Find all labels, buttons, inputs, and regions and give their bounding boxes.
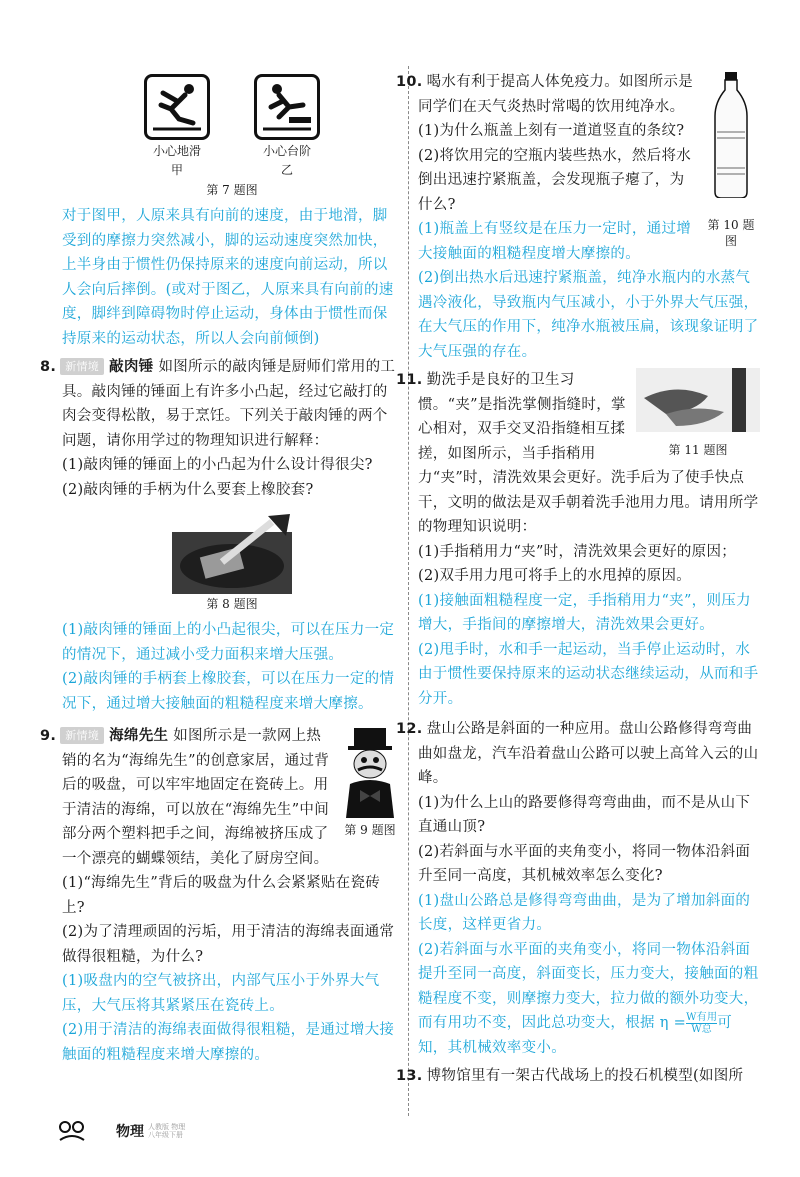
sign-a-sub: 甲 <box>170 163 183 177</box>
sign-b-label: 小心台阶 <box>262 144 311 158</box>
q10-stem: 喝水有利于提高人体免疫力。如图所示是同学们在天气炎热时常喝的饮用纯净水。 <box>418 74 693 115</box>
q8-stem: 如图所示的敲肉锤是厨师们常用的工具。敲肉锤的锤面上有许多小凸起，经过它敲打的肉会变得松散，易于烹饪。下列关于敲肉锤的两个问题，请你用学过的物理知识进行解释： <box>62 359 396 449</box>
q12-number: 12. <box>396 721 423 737</box>
q8-answer-1: (1)敲肉锤的锤面上的小凸起很尖，可以在压力一定的情况下，通过减小受力面积来增大压强。 <box>62 622 395 663</box>
footer-sub-line2: 八年级下册 <box>148 1131 183 1139</box>
q9-sub1: (1)“海绵先生”背后的吸盘为什么会紧紧贴在瓷砖上? <box>62 875 381 916</box>
q9-keyword: 海绵先生 <box>109 727 169 744</box>
sign-b-sub: 乙 <box>280 163 293 177</box>
frac-numerator: W有用 <box>686 1011 718 1023</box>
page-footer <box>58 1120 185 1142</box>
q8-sub1: (1)敲肉锤的锤面上的小凸起为什么设计得很尖? <box>62 457 373 473</box>
footer-sub <box>148 1123 185 1139</box>
footer-sub-line1: 人教版 物理 <box>148 1123 186 1131</box>
q13-stem: 博物馆里有一架古代战场上的投石机模型(如图所 <box>426 1068 744 1084</box>
q8-number: 8. <box>40 359 57 375</box>
question-12 <box>396 717 760 1060</box>
sponge-man-image <box>340 724 400 818</box>
q10-caption: 第 10 题图 <box>707 218 755 248</box>
q8-caption: 第 8 题图 <box>206 597 258 611</box>
q12-answer-2 <box>418 938 760 1061</box>
q12-answer-2b: 可知，其机械效率变小。 <box>418 1015 733 1056</box>
q9-stem: 如图所示是一款网上热销的名为“海绵先生”的创意家居，通过背后的吸盘，可以牢牢地固定在瓷砖上。用于清洁的海绵，可以放在“海绵先生”中间部分两个塑料把手之间，海绵被挤压成了一个漂亮的蝴蝶领结，美化了厨房空间。 <box>62 728 330 867</box>
frac-denominator: W总 <box>691 1023 713 1035</box>
right-column <box>396 70 760 1089</box>
q12-answer-1: (1)盘山公路总是修得弯弯曲曲，是为了增加斜面的长度，这样更省力。 <box>418 892 751 933</box>
q9-tag: 新情境 <box>60 727 104 744</box>
q9-sub2: (2)为了清理顽固的污垢，用于清洁的海绵表面通常做得很粗糙，为什么? <box>62 924 395 965</box>
q9-answer-1: (1)吸盘内的空气被挤出，内部气压小于外界大气压，大气压将其紧紧压在瓷砖上。 <box>62 973 380 1014</box>
q8-sub2: (2)敲肉锤的手柄为什么要套上橡胶套? <box>62 481 314 498</box>
q10-answer-1: (1)瓶盖上有竖纹是在压力一定时，通过增大接触面的粗糙程度增大摩擦的。 <box>418 221 692 262</box>
efficiency-fraction <box>686 1012 717 1035</box>
question-8 <box>40 355 402 716</box>
q11-sub1: (1)手指稍用力“夹”时，清洗效果会更好的原因； <box>418 543 737 560</box>
q10-sub2: (2)将饮用完的空瓶内装些热水，然后将水倒出迅速拧紧瓶盖，会发现瓶子瘪了，为什么? <box>418 147 692 213</box>
sign-step <box>254 74 320 178</box>
q12-stem: 盘山公路是斜面的一种应用。盘山公路修得弯弯曲曲如盘龙，汽车沿着盘山公路可以驶上高耸入云的山峰。 <box>418 721 759 786</box>
q9-number: 9. <box>40 728 57 744</box>
q8-answer-2: (2)敲肉锤的手柄套上橡胶套，可以在压力一定的情况下，通过增大接触面的粗糙程度来增大摩擦。 <box>62 671 395 712</box>
q10-answer-2: (2)倒出热水后迅速拧紧瓶盖，纯净水瓶内的水蒸气遇冷液化，导致瓶内气压减小，小于外界大气压强，在大气压的作用下，纯净水瓶被压扁，该现象证明了大气压强的存在。 <box>418 270 759 360</box>
q8-figure <box>62 514 402 594</box>
q11-stem: 勤洗手是良好的卫生习惯。“夹”是指洗掌侧指缝时，掌心相对，双手交叉沿指缝相互揉搓，如图所示，当手指稍用力“夹”时，清洗效果会更好。洗手后为了使手快点干，文明的做法是双手朝着洗手池用力甩。请用所学的物理知识说明： <box>418 372 759 535</box>
sign-a-label: 小心地滑 <box>152 144 201 158</box>
q11-answer-2: (2)甩手时，水和手一起运动，当手停止运动时，水由于惯性要保持原来的运动状态继续运动，从而和手分开。 <box>418 641 759 707</box>
water-bottle-image <box>711 72 751 198</box>
q10-sub1: (1)为什么瓶盖上刻有一道道竖直的条纹? <box>418 123 685 139</box>
q10-figure <box>702 72 760 202</box>
hand-washing-image <box>636 368 760 432</box>
question-13 <box>396 1064 760 1089</box>
logo-icon <box>58 1120 86 1142</box>
sign-slippery <box>144 74 210 178</box>
figure-7 <box>62 74 402 178</box>
q9-answer-2: (2)用于清洁的海绵表面做得很粗糙，是通过增大接触面的粗糙程度来增大摩擦的。 <box>62 1022 395 1063</box>
q12-sub2: (2)若斜面与水平面的夹角变小，将同一物体沿斜面升至同一高度，其机械效率怎么变化? <box>418 843 751 884</box>
q11-figure <box>636 368 760 458</box>
q8-keyword: 敲肉锤 <box>109 358 154 375</box>
q7-answer: 对于图甲，人原来具有向前的速度，由于地滑，脚受到的摩擦力突然减小，脚的运动速度突然加快，上半身由于惯性仍保持原来的速度向前运动，所以人会向后摔倒。(或对于图乙，人原来具有向前的速度，脚绊到障碍物时停止运动，身体由于惯性而保持原来的运动状态，所以人会向前倾倒) <box>62 208 394 347</box>
question-9 <box>40 724 402 1067</box>
q13-number: 13. <box>396 1068 423 1084</box>
q8-tag: 新情境 <box>60 358 104 375</box>
q11-caption: 第 11 题图 <box>668 443 728 457</box>
q12-answer-2a: (2)若斜面与水平面的夹角变小，将同一物体沿斜面提升至同一高度，斜面变长，压力变大，接触面的粗糙程度不变，则摩擦力变大，拉力做的额外功变大，而有用功不变，因此总功变大，根据 η = <box>418 941 759 1031</box>
left-column <box>40 70 402 1067</box>
q11-sub2: (2)双手用力甩可将手上的水甩掉的原因。 <box>418 568 692 584</box>
column-divider <box>408 66 409 1116</box>
q11-number: 11. <box>396 372 423 388</box>
q10-number: 10. <box>396 74 423 90</box>
slip-icon <box>149 79 205 135</box>
meat-hammer-image <box>172 514 292 594</box>
question-11 <box>396 368 760 711</box>
fig7-caption: 第 7 题图 <box>206 183 258 197</box>
footer-subject: 物理 <box>116 1124 144 1140</box>
q9-caption: 第 9 题图 <box>344 823 396 837</box>
question-10 <box>396 70 760 364</box>
q9-figure <box>338 724 402 838</box>
trip-icon <box>259 79 315 135</box>
q12-sub1: (1)为什么上山的路要修得弯弯曲曲，而不是从山下直通山顶? <box>418 794 751 835</box>
q11-answer-1: (1)接触面粗糙程度一定，手指稍用力“夹”，则压力增大，手指间的摩擦增大，清洗效果会更好。 <box>418 592 751 633</box>
